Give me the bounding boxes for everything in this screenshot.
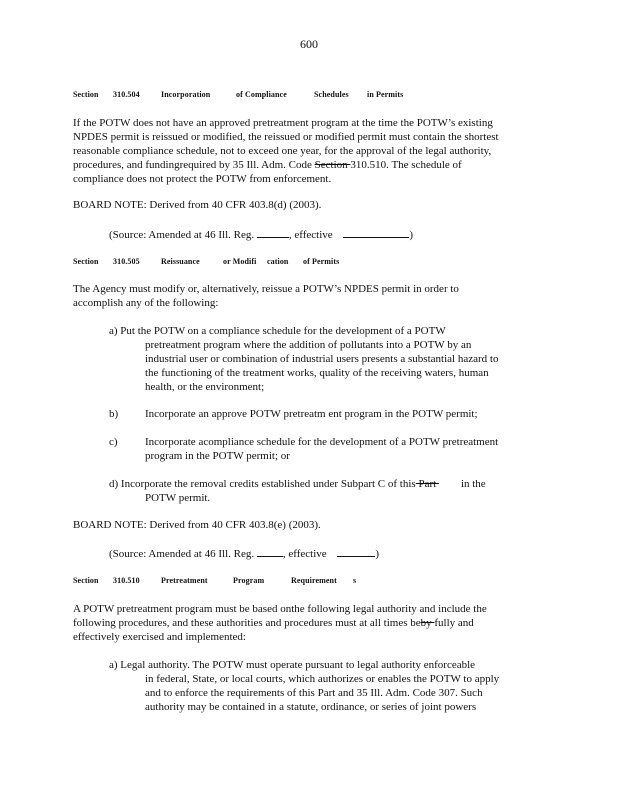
body-line: effectively exercised and implemented:	[73, 631, 246, 643]
item-line: health, or the environment;	[145, 381, 265, 393]
heading-word: 310.504	[113, 90, 140, 99]
item-line: authority may be contained in a statute, ordinance, or series of joint powers	[145, 701, 477, 713]
heading-word: in Permits	[367, 90, 404, 99]
item-line: Incorporate acompliance schedule for the development of a POTW pretreatment	[145, 436, 499, 448]
source-end: )	[375, 548, 380, 560]
item-d-suffix: in the	[460, 478, 486, 490]
source-note-505	[109, 546, 379, 561]
section-heading-310-510	[73, 576, 356, 585]
item-505-a	[109, 324, 539, 394]
body-line-start: following procedures, and these authorities and procedures must at all times be	[73, 617, 421, 629]
body-line: accomplish any of the following:	[73, 297, 219, 309]
item-line: a) Legal authority. The POTW must operate pursuant to legal authority enforceable	[109, 659, 476, 671]
heading-word: Program	[233, 576, 265, 585]
body-line: reasonable compliance schedule, not to exceed one year, for the approval of the legal authority,	[73, 145, 492, 157]
heading-word: Pretreatment	[161, 576, 208, 585]
source-end: )	[409, 229, 414, 241]
body-line	[73, 158, 533, 172]
item-line: POTW permit.	[145, 492, 211, 504]
body-line: The Agency must modify or, alternatively, reissue a POTW’s NPDES permit in order to	[73, 283, 459, 295]
board-note-504: BOARD NOTE: Derived from 40 CFR 403.8(d) (2003).	[73, 199, 322, 211]
item-line	[109, 477, 529, 491]
struck-text: Part	[415, 478, 439, 490]
item-line: in federal, State, or local courts, which authorizes or enables the POTW to apply	[145, 673, 500, 685]
source-mid: , effective	[282, 548, 327, 560]
heading-word: cation	[267, 257, 289, 266]
item-d-prefix: d) Incorporate the removal credits established under Subpart C of this	[109, 478, 416, 490]
heading-word: Incorporation	[161, 90, 211, 99]
section-510-intro	[73, 602, 528, 644]
source-mid: , effective	[288, 229, 333, 241]
body-line	[73, 616, 528, 630]
body-line: compliance does not protect the POTW from enforcement.	[73, 173, 332, 185]
body-line-end: 310.510. The schedule of	[350, 159, 462, 171]
item-line: pretreatment program where the addition of pollutants into a POTW by an	[145, 339, 472, 351]
struck-text: by	[420, 617, 435, 629]
item-line: industrial user or combination of industrial users presents a substantial hazard to	[145, 353, 499, 365]
source-prefix: (Source: Amended at 46 Ill. Reg.	[109, 548, 255, 560]
source-note-504	[109, 227, 413, 242]
body-line: If the POTW does not have an approved pretreatment program at the time the POTW’s existing	[73, 117, 493, 129]
board-note-505: BOARD NOTE: Derived from 40 CFR 403.8(e) (2003).	[73, 519, 321, 531]
heading-word: Reissuance	[161, 257, 200, 266]
item-510-a	[109, 658, 534, 714]
effective-blank	[343, 227, 409, 238]
reg-blank	[257, 227, 289, 238]
heading-word: of Permits	[303, 257, 340, 266]
heading-word: Section	[73, 90, 99, 99]
heading-word: or Modifi	[223, 257, 257, 266]
effective-blank	[337, 546, 375, 557]
heading-word: 310.505	[113, 257, 140, 266]
heading-word: s	[353, 576, 357, 585]
body-line-end: fully and	[434, 617, 474, 629]
item-line: and to enforce the requirements of this Part and 35 Ill. Adm. Code 307. Such	[145, 687, 483, 699]
heading-word: Requirement	[291, 576, 337, 585]
body-line-start: procedures, and fundingrequired by 35 Ill. Adm. Code	[73, 159, 315, 171]
item-line: a) Put the POTW on a compliance schedule for the development of a POTW	[109, 325, 446, 337]
section-heading-310-504	[73, 90, 403, 99]
source-prefix: (Source: Amended at 46 Ill. Reg.	[109, 229, 255, 241]
section-504-body	[73, 116, 533, 186]
heading-word: Schedules	[314, 90, 349, 99]
body-line: A POTW pretreatment program must be based onthe following legal authority and include the	[73, 603, 487, 615]
item-505-d	[109, 477, 529, 505]
struck-text: Section	[314, 159, 351, 171]
section-heading-310-505	[73, 257, 339, 266]
item-label-c: c)	[109, 436, 118, 448]
body-line: NPDES permit is reissued or modified, the reissued or modified permit must contain the shortest	[73, 131, 499, 143]
item-line: the functioning of the treatment works, quality of the receiving waters, human	[145, 367, 489, 379]
item-505-c	[145, 435, 525, 463]
section-505-intro	[73, 282, 503, 310]
item-label-b: b)	[109, 408, 119, 420]
heading-word: 310.510	[113, 576, 140, 585]
heading-word: of Compliance	[236, 90, 287, 99]
item-505-b: Incorporate an approve POTW pretreatm ent program in the POTW permit;	[145, 408, 478, 420]
reg-blank	[257, 546, 283, 557]
heading-word: Section	[73, 257, 99, 266]
item-line: program in the POTW permit; or	[145, 450, 290, 462]
heading-word: Section	[73, 576, 99, 585]
page-number: 600	[300, 37, 318, 51]
